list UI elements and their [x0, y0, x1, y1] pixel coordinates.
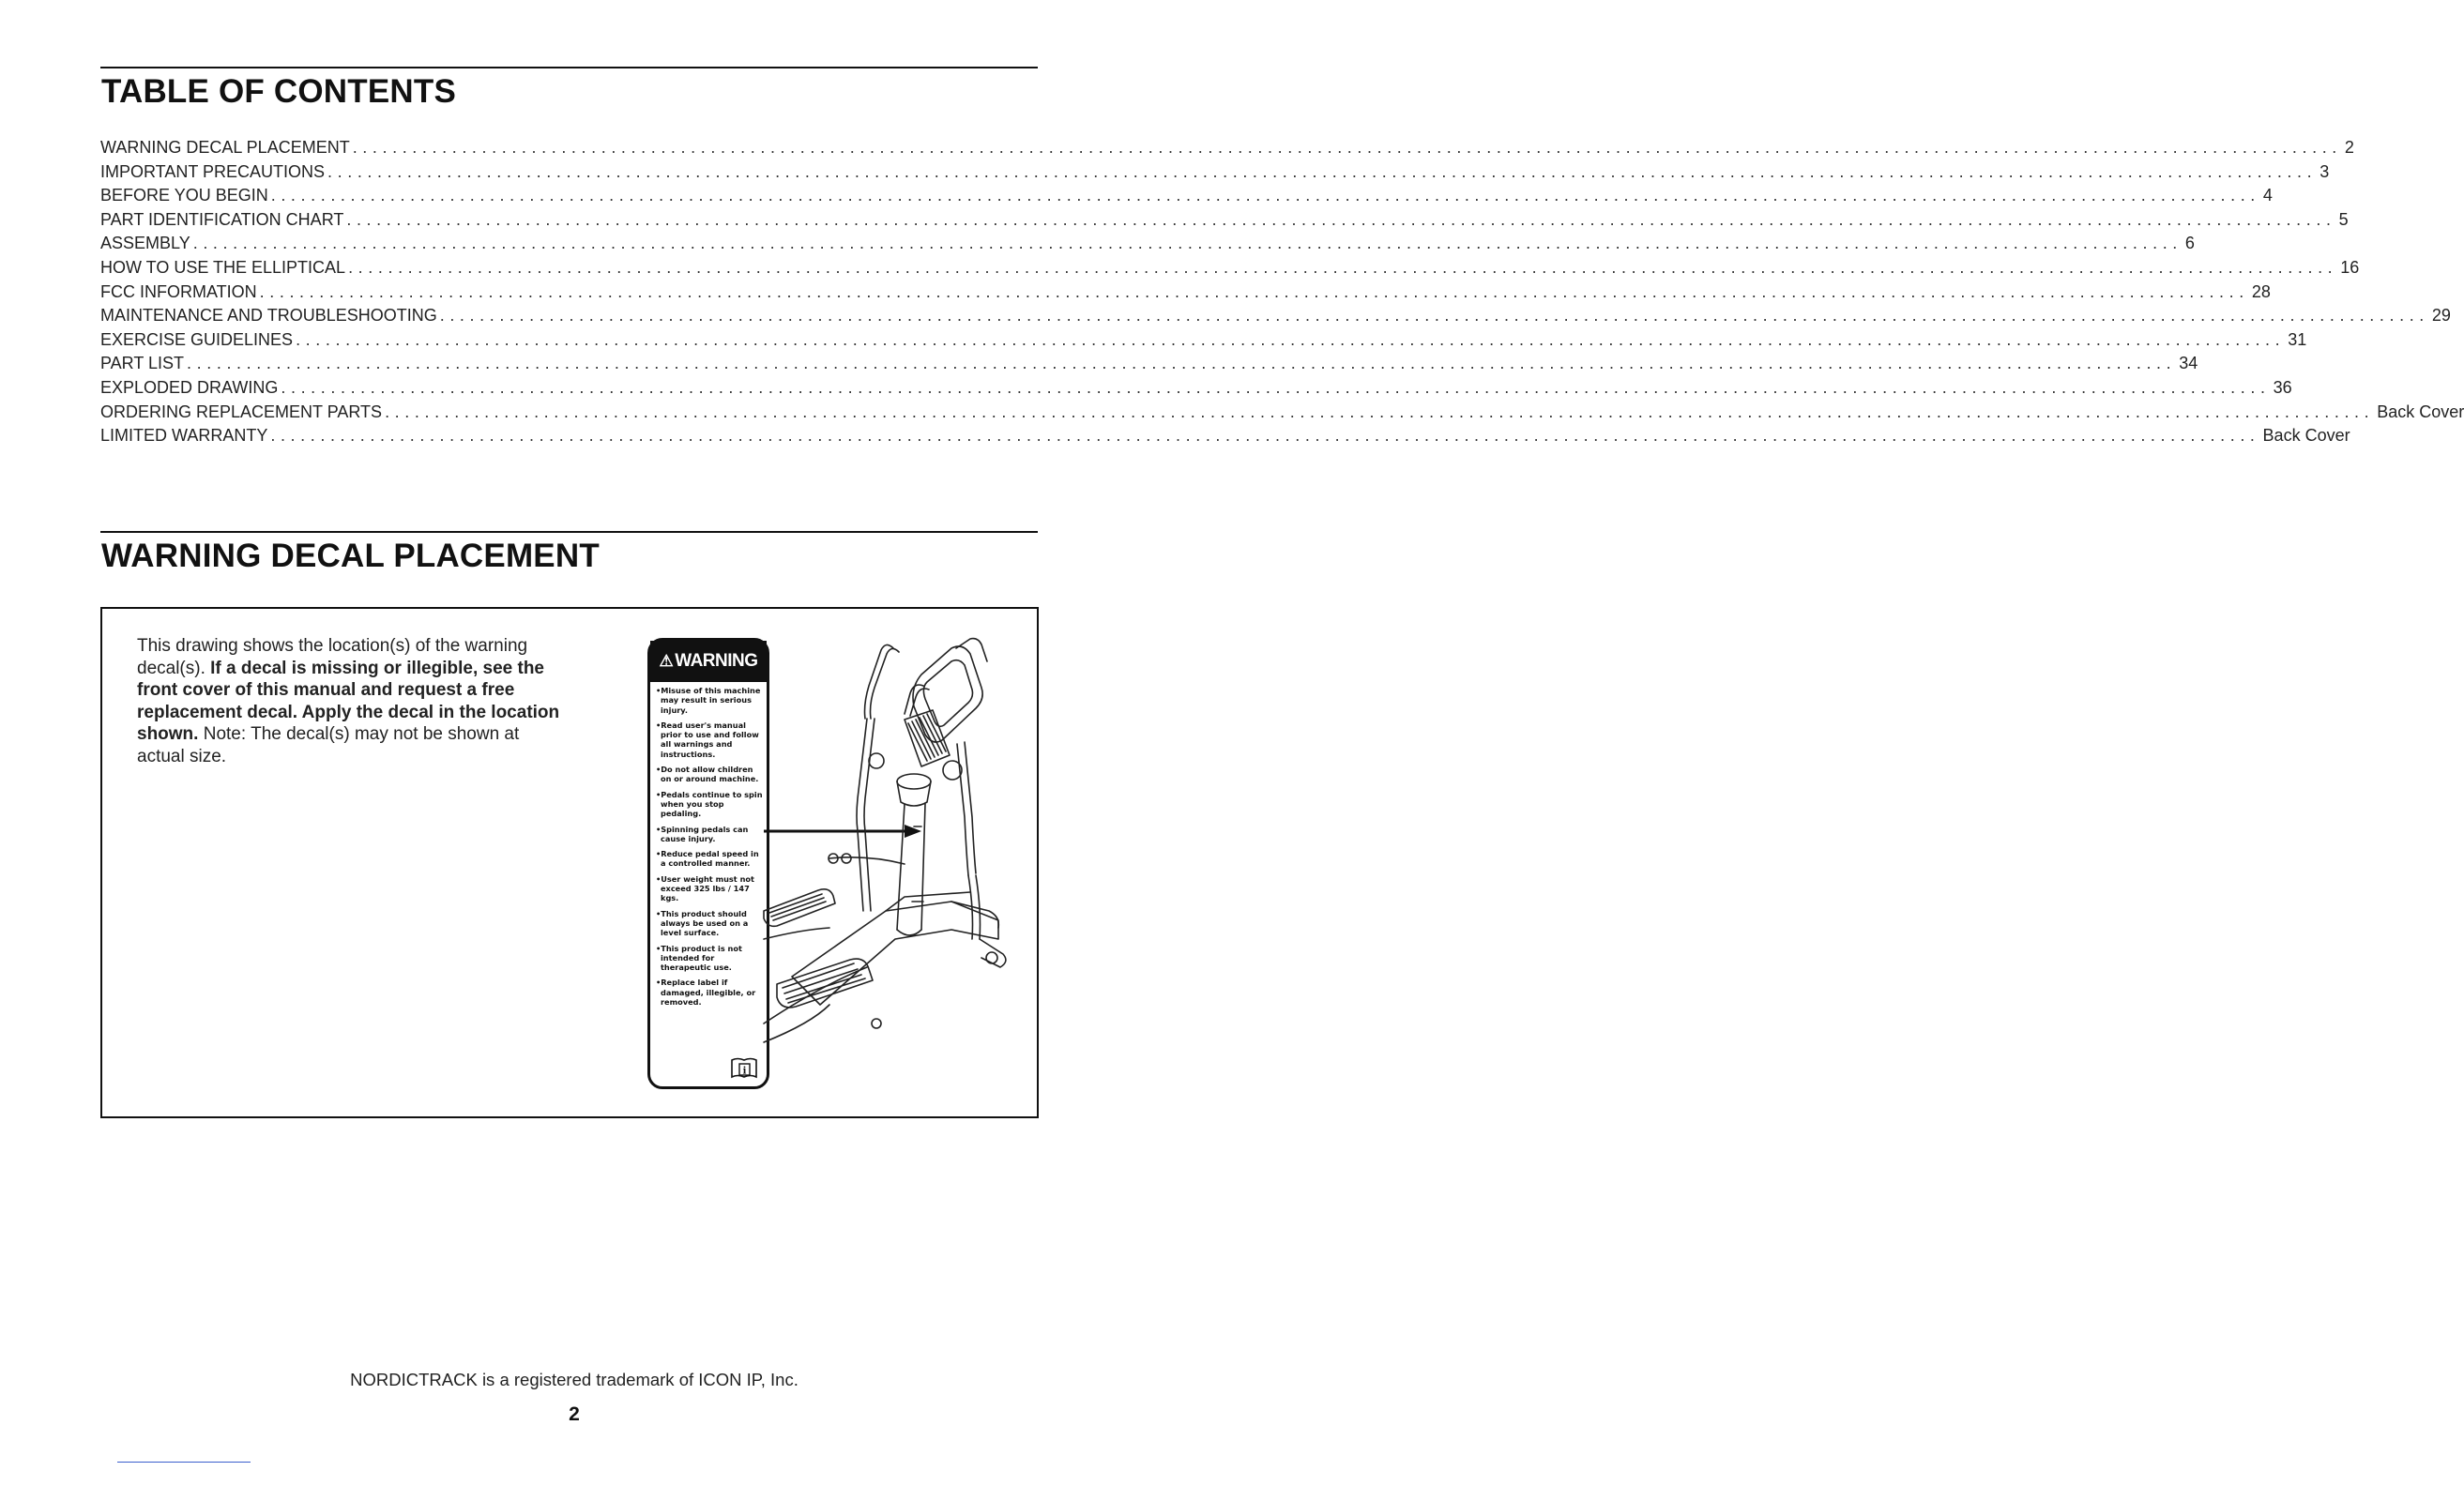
toc-entry[interactable] [100, 426, 2350, 450]
toc-entry[interactable] [100, 281, 2271, 307]
toc-entry[interactable] [100, 329, 2307, 355]
toc-entry-title: PART IDENTIFICATION CHART [100, 209, 344, 229]
decal-warning-item: •Read user's manual prior to use and follow all warnings and instructions. [656, 720, 759, 759]
decal-warning-list [650, 682, 767, 1007]
decal-warning-item: •This product is not intended for therapeutic use. [656, 943, 742, 973]
toc-entry-page: 34 [2179, 354, 2198, 373]
toc-entry[interactable] [100, 209, 2349, 235]
toc-leader-dots: ........................................................................................................................................................................................................ [296, 329, 2286, 349]
toc-leader-dots: ........................................................................................................................................................................................................ [439, 306, 2429, 326]
decal-warning-item: •Do not allow children on or around machine. [656, 765, 759, 784]
toc-list [100, 138, 2464, 450]
decal-warning-item: •This product should always be used on a level surface. [656, 908, 749, 938]
toc-entry-title: EXERCISE GUIDELINES [100, 329, 294, 349]
toc-entry[interactable] [100, 186, 2273, 210]
warning-heading: WARNING DECAL PLACEMENT [101, 538, 600, 574]
trademark-footer: NORDICTRACK is a registered trademark of ICON IP, Inc. [350, 1370, 799, 1389]
decal-warning-item: •Spinning pedals can cause injury. [656, 824, 749, 843]
toc-entry-title: HOW TO USE THE ELLIPTICAL [100, 257, 346, 277]
decal-header-text: WARNING [675, 651, 758, 671]
toc-entry[interactable] [100, 306, 2451, 330]
toc-entry-title: EXPLODED DRAWING [100, 377, 279, 397]
toc-entry[interactable] [100, 138, 2354, 162]
warning-triangle-icon: ⚠ [659, 652, 674, 670]
toc-leader-dots: ........................................................................................................................................................................................................ [281, 377, 2271, 397]
toc-leader-dots: ........................................................................................................................................................................................................ [385, 402, 2375, 421]
toc-leader-dots: ........................................................................................................................................................................................................ [352, 138, 2342, 157]
decal-header [650, 641, 767, 682]
toc-leader-dots: ........................................................................................................................................................................................................ [259, 281, 2249, 301]
toc-entry-title: ORDERING REPLACEMENT PARTS [100, 402, 383, 421]
toc-leader-dots: ........................................................................................................................................................................................................ [270, 426, 2260, 446]
page-number: 2 [569, 1403, 580, 1425]
toc-leader-dots: ........................................................................................................................................................................................................ [348, 257, 2338, 277]
warning-decal-panel [100, 607, 1039, 1118]
toc-entry-title: ASSEMBLY [100, 234, 190, 253]
toc-entry-page: Back Cover [2262, 426, 2350, 446]
warning-decal [647, 638, 769, 1089]
warning-description [137, 635, 569, 767]
decal-warning-item: •User weight must not exceed 325 lbs / 147 kgs. [656, 873, 754, 903]
decal-warning-item: •Misuse of this machine may result in serious injury. [656, 686, 761, 715]
toc-entry[interactable] [100, 161, 2330, 187]
toc-leader-dots: ........................................................................................................................................................................................................ [192, 234, 2183, 253]
elliptical-machine-drawing [764, 629, 1008, 1070]
decal-warning-item: •Replace label if damaged, illegible, or removed. [656, 978, 756, 1008]
toc-top-rule [100, 67, 1038, 68]
toc-entry[interactable] [100, 377, 2292, 402]
toc-entry-title: BEFORE YOU BEGIN [100, 186, 268, 205]
toc-entry-title: WARNING DECAL PLACEMENT [100, 138, 350, 157]
toc-entry-title: LIMITED WARRANTY [100, 426, 268, 446]
toc-entry-page: 28 [2251, 281, 2271, 301]
toc-entry-page: 3 [2320, 161, 2330, 181]
description-plain: This drawing shows the location(s) of the warning decal(s). [137, 636, 528, 678]
toc-entry-page: 31 [2288, 329, 2307, 349]
toc-entry-page: 2 [2344, 138, 2354, 157]
toc-entry[interactable] [100, 234, 2195, 258]
toc-heading: TABLE OF CONTENTS [101, 73, 457, 110]
svg-text:i: i [742, 1066, 747, 1077]
toc-entry-page: 16 [2340, 257, 2360, 277]
toc-leader-dots: ........................................................................................................................................................................................................ [346, 209, 2336, 229]
description-note: Note: The decal(s) may not be shown at actual size. [137, 724, 520, 766]
toc-entry-page: Back Cover [2377, 402, 2464, 421]
toc-leader-dots: ........................................................................................................................................................................................................ [270, 186, 2260, 205]
toc-leader-dots: ........................................................................................................................................................................................................ [187, 354, 2177, 373]
toc-entry-page: 29 [2431, 306, 2451, 326]
toc-entry[interactable] [100, 402, 2464, 427]
toc-entry-title: IMPORTANT PRECAUTIONS [100, 161, 326, 181]
decal-warning-item: •Pedals continue to spin when you stop pedaling. [656, 789, 763, 819]
toc-entry-title: MAINTENANCE AND TROUBLESHOOTING [100, 306, 437, 326]
toc-entry-title: FCC INFORMATION [100, 281, 257, 301]
toc-entry-page: 4 [2262, 186, 2273, 205]
toc-entry-page: 6 [2184, 234, 2195, 253]
toc-leader-dots: ........................................................................................................................................................................................................ [327, 161, 2318, 181]
toc-entry[interactable] [100, 257, 2360, 282]
description-bold: If a decal is missing or illegible, see the front cover of this manual and request a free replacement decal. Apply the decal in the location shown. [137, 658, 560, 744]
toc-entry-page: 5 [2338, 209, 2349, 229]
bottom-link-line [117, 1462, 251, 1463]
warning-top-rule [100, 531, 1038, 533]
manual-info-icon [731, 1056, 757, 1079]
toc-entry-page: 36 [2273, 377, 2292, 397]
decal-warning-item: •Reduce pedal speed in a controlled manner. [656, 849, 759, 869]
toc-entry-title: PART LIST [100, 354, 185, 373]
toc-entry[interactable] [100, 354, 2198, 378]
